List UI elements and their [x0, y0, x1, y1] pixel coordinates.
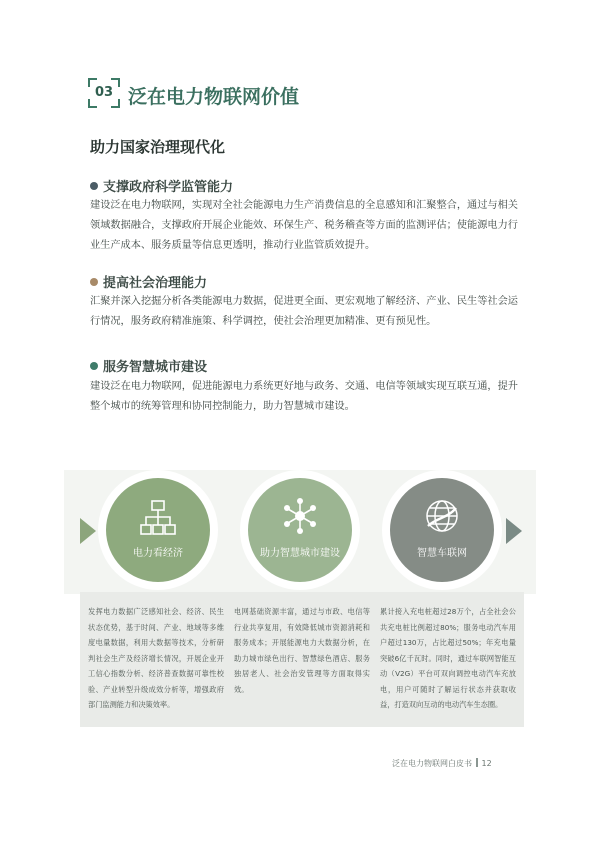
sub-heading-text: 提高社会治理能力 [103, 276, 208, 291]
page-footer [392, 758, 492, 769]
section-number: 03 [94, 85, 114, 100]
bullet-dot-icon [90, 278, 98, 286]
bullet-dot-icon [90, 362, 98, 370]
card-vehicle-network: 累计接入充电桩超过28万个，占全社会公共充电桩比例超过80%；服务电动汽车用户超过130万，占比超过50%；年充电量突破6亿千瓦时。同时，通过车联网智能互动（V2G）平台可双向调控电动汽车充放电，用户可随时了解运行状态并获取收益，打造双向互动的电动汽车生态圈。 [372, 592, 524, 727]
footer-divider [476, 758, 478, 767]
section-number-box [88, 78, 120, 108]
circle-label: 助力智慧城市建设 [260, 548, 340, 559]
paragraph-smart-city: 建设泛在电力物联网，促进能源电力系统更好地与政务、交通、电信等领域实现互联互通，提升整个城市的统筹管理和协同控制能力，助力智慧城市建设。 [90, 381, 518, 412]
bullet-dot-icon [90, 182, 98, 190]
sub-heading-regulation [90, 176, 233, 195]
left-arrow-icon [80, 518, 96, 544]
paragraph-governance: 汇聚并深入挖掘分析各类能源电力数据，促进更全面、更宏观地了解经济、产业、民生等社会运行情况，服务政府精准施策、科学调控，使社会治理更加精准、更有预见性。 [90, 296, 518, 327]
sub-heading-governance [90, 272, 207, 291]
circle-label: 智慧车联网 [417, 548, 467, 559]
org-chart-icon [138, 498, 178, 538]
page-subtitle: 助力国家治理现代化 [90, 138, 226, 156]
network-nodes-icon [280, 496, 320, 536]
sub-heading-smart-city [90, 356, 207, 375]
sub-heading-text: 支撑政府科学监管能力 [103, 180, 234, 195]
paragraph-regulation: 建设泛在电力物联网，实现对全社会能源电力生产消费信息的全息感知和汇聚整合，通过与相关领域数据融合，支撑政府开展企业能效、环保生产、税务稽查等方面的监测评估；使能源电力行业生产成本、服务质量等信息更透明，推动行业监管质效提升。 [90, 200, 518, 251]
circle-label: 电力看经济 [133, 548, 183, 559]
card-economy: 发挥电力数据广泛感知社会、经济、民生状态优势，基于时间、产业、地域等多维度电量数据，利用大数据等技术，分析研判社会生产及经济增长情况，开展企业开工信心指数分析、经济普查数据可靠性校验、产业转型升级成效分析等，增强政府部门监测能力和决策效率。 [80, 592, 232, 727]
circle-economy [106, 478, 210, 582]
right-arrow-icon [506, 518, 522, 544]
page-number: 12 [481, 759, 492, 768]
footer-doc-title: 泛在电力物联网白皮书 [392, 759, 472, 768]
circle-smart-city [248, 478, 352, 582]
card-smart-city: 电网基础资源丰富，通过与市政、电信等行业共享复用，有效降低城市资源消耗和服务成本；开展能源电力大数据分析，在助力城市绿色出行、智慧绿色酒店、服务独居老人、社会治安管理等方面取得实效。 [226, 592, 378, 727]
circle-vehicle-network [390, 478, 494, 582]
globe-grid-icon [422, 496, 462, 536]
section-title: 泛在电力物联网价值 [128, 86, 300, 108]
sub-heading-text: 服务智慧城市建设 [103, 360, 208, 375]
